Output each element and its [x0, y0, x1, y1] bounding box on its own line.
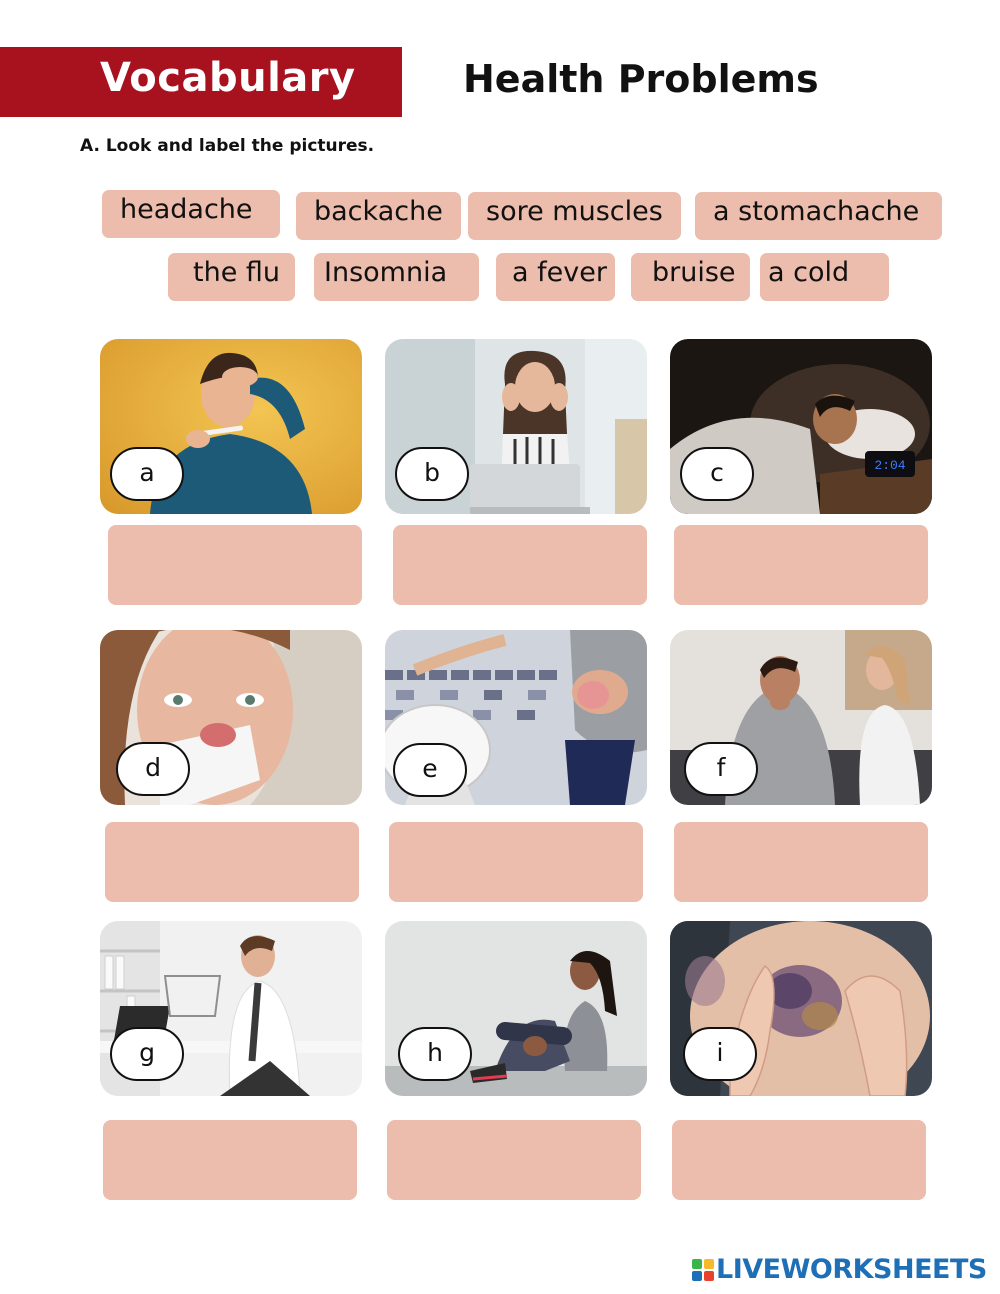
picture-a	[100, 339, 362, 514]
answer-box-e[interactable]	[389, 822, 643, 902]
picture-g	[100, 921, 362, 1096]
picture-letter-c: c	[680, 447, 754, 501]
answer-box-d[interactable]	[105, 822, 359, 902]
word-chip-insomnia[interactable]: Insomnia	[314, 253, 479, 301]
word-chip-stomachache[interactable]: a stomachache	[695, 192, 942, 240]
word-chip-bruise[interactable]: bruise	[631, 253, 750, 301]
answer-box-i[interactable]	[672, 1120, 926, 1200]
picture-letter-a: a	[110, 447, 184, 501]
instruction-text: A. Look and label the pictures.	[80, 136, 375, 156]
word-chip-cold[interactable]: a cold	[760, 253, 889, 301]
logo-mark-icon	[692, 1259, 714, 1281]
picture-f	[670, 630, 932, 805]
picture-letter-g: g	[110, 1027, 184, 1081]
answer-box-f[interactable]	[674, 822, 928, 902]
picture-d	[100, 630, 362, 805]
word-chip-headache[interactable]: headache	[102, 190, 280, 238]
picture-letter-h: h	[398, 1027, 472, 1081]
answer-box-a[interactable]	[108, 525, 362, 605]
page-title: Health Problems	[463, 57, 819, 101]
section-label: Vocabulary	[100, 55, 356, 101]
word-chip-fever[interactable]: a fever	[496, 253, 615, 301]
section-banner	[0, 47, 402, 117]
picture-b	[385, 339, 647, 514]
picture-letter-f: f	[684, 742, 758, 796]
answer-box-h[interactable]	[387, 1120, 641, 1200]
picture-letter-i: i	[683, 1027, 757, 1081]
picture-letter-e: e	[393, 743, 467, 797]
answer-box-g[interactable]	[103, 1120, 357, 1200]
svg-text:2:04: 2:04	[874, 458, 906, 473]
picture-i	[670, 921, 932, 1096]
answer-box-b[interactable]	[393, 525, 647, 605]
answer-box-c[interactable]	[674, 525, 928, 605]
picture-e	[385, 630, 647, 805]
picture-letter-b: b	[395, 447, 469, 501]
picture-h	[385, 921, 647, 1096]
logo-text: LIVEWORKSHEETS	[716, 1254, 987, 1285]
word-chip-backache[interactable]: backache	[296, 192, 461, 240]
word-chip-sore-muscles[interactable]: sore muscles	[468, 192, 681, 240]
word-chip-flu[interactable]: the flu	[168, 253, 295, 301]
picture-letter-d: d	[116, 742, 190, 796]
picture-c	[670, 339, 932, 514]
